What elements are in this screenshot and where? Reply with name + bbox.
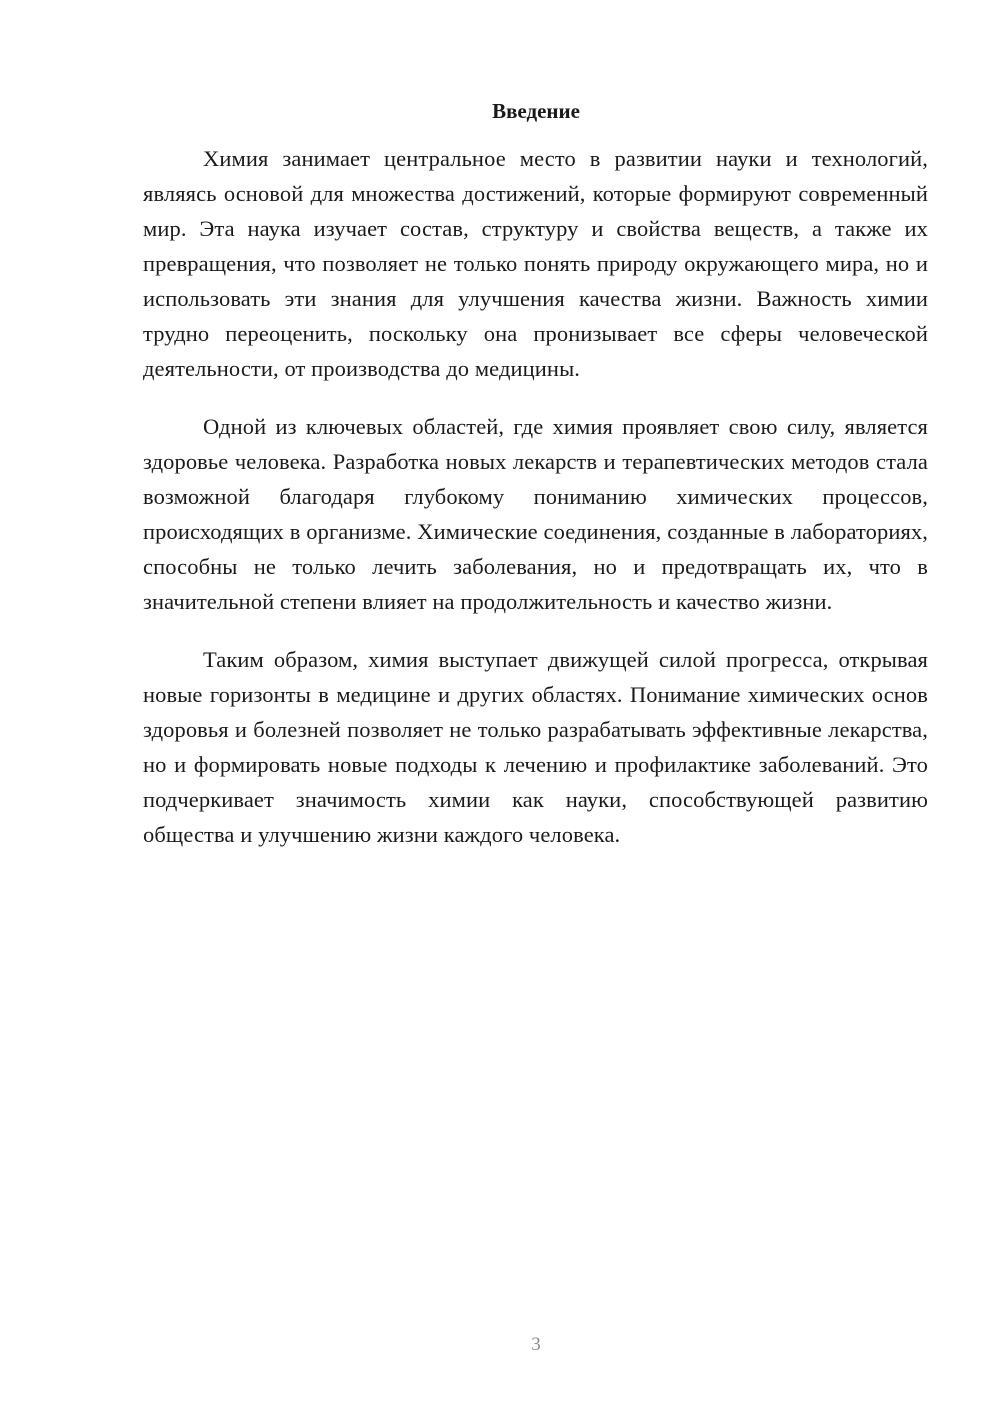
page-number: 3 — [531, 1334, 541, 1355]
paragraph: Одной из ключевых областей, где химия проявляет свою силу, является здоровье человека. Разработка новых лекарств и терапевтических методов стала возможной благодаря глубокому пониманию химических процессов, происходящих в организме. Химические соединения, созданные в лабораториях, способны не только лечить заболевания, но и предотвращать их, что в значительной степени влияет на продолжительность и качество жизни. — [143, 414, 928, 614]
section-title: Введение — [492, 99, 580, 123]
paragraph: Таким образом, химия выступает движущей силой прогресса, открывая новые горизонты в медицине и других областях. Понимание химических основ здоровья и болезней позволяет не только разрабатывать эффективные лекарства, но и формировать новые подходы к лечению и профилактике заболеваний. Это подчеркивает значимость химии как науки, способствующей развитию общества и улучшению жизни каждого человека. — [143, 647, 928, 847]
paragraph: Химия занимает центральное место в развитии науки и технологий, являясь основой для множества достижений, которые формируют современный мир. Эта наука изучает состав, структуру и свойства веществ, а также их превращения, что позволяет не только понять природу окружающего мира, но и использовать эти знания для улучшения качества жизни. Важность химии трудно переоценить, поскольку она пронизывает все сферы человеческой деятельности, от производства до медицины. — [143, 146, 928, 381]
body-text — [143, 141, 928, 875]
